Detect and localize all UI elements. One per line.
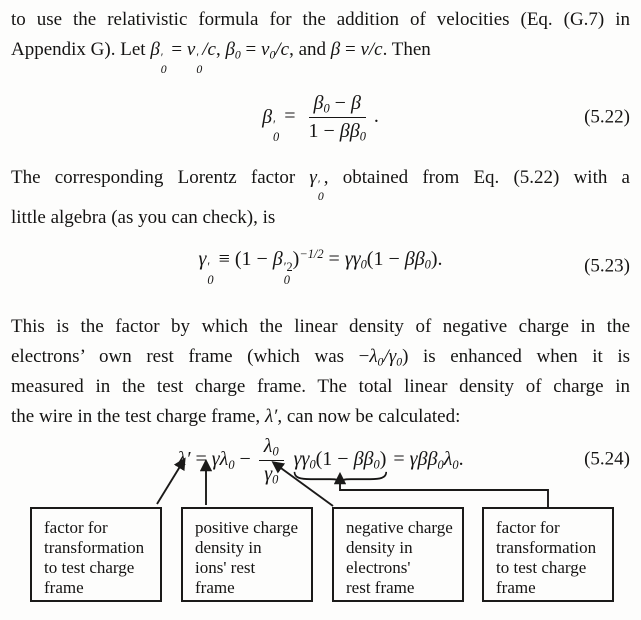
subscript: 0 (272, 444, 279, 459)
callout-line: negative charge (346, 518, 453, 537)
subscript: 0 (437, 457, 444, 472)
math-run: λ (369, 345, 378, 367)
math-run: /c (202, 39, 216, 60)
equation-5-24-body (177, 435, 463, 486)
callout-line: frame (496, 578, 536, 597)
callout-line: frame (44, 578, 84, 597)
math-run: γλ (211, 448, 229, 470)
subscript: 0 (359, 130, 366, 145)
equation-5-23 (11, 248, 630, 286)
callout-line: factor for (496, 518, 560, 537)
subscript: 0 (424, 257, 431, 272)
text-run: ) (292, 247, 300, 270)
text-run: − (329, 92, 351, 115)
equation-5-22-body (262, 92, 379, 143)
math-run: β (330, 39, 341, 60)
text-run: ≡ (1 − (213, 247, 273, 270)
text-run: , and (289, 39, 331, 60)
callout-line: transformation (496, 538, 597, 557)
text-run: ) is enhanced when it is (402, 345, 630, 367)
callout-line: density in (195, 538, 262, 557)
callout-line: frame (195, 578, 235, 597)
math-run: λ′ (264, 405, 278, 427)
subscript: 0 (272, 472, 279, 487)
underbraced-group (292, 448, 389, 471)
primed-subscripted-symbol: β ′ 0 (150, 39, 167, 76)
paragraph-velocity-addition (11, 5, 630, 75)
callout-line: electrons' (346, 558, 411, 577)
math-run: β (350, 92, 361, 115)
text-run: = (340, 39, 361, 60)
primed-subscripted-symbol: β ′ 0 (262, 105, 280, 145)
text-run: The corresponding Lorentz factor (11, 166, 310, 188)
fraction (259, 435, 284, 486)
math-run: /c (275, 39, 290, 60)
text-run: ). (430, 247, 443, 270)
subscript: 0 (269, 48, 276, 62)
subscript: 0 (377, 355, 384, 369)
callout-line: to test charge (44, 558, 135, 577)
math-run: β (313, 92, 324, 115)
text-run: − (234, 448, 256, 470)
callout-box-transformation-right (482, 507, 614, 602)
equation-5-22 (11, 92, 630, 143)
text-line (11, 163, 630, 203)
subscript: 0 (373, 457, 380, 472)
text-run: This is the factor by which the linear density of negative charge in the (11, 315, 630, 337)
fraction (304, 92, 371, 143)
text-run: , can now be calculated: (277, 405, 461, 427)
primed-subscripted-symbol: γ ′ 0 (309, 166, 324, 204)
callout-box-positive-charge (181, 507, 313, 602)
math-run: ββ (339, 120, 360, 143)
text-run: ) (379, 448, 387, 470)
text-run: , (215, 39, 226, 60)
superscript: −1/2 (299, 247, 324, 262)
paragraph-linear-density (11, 312, 630, 432)
callout-line: to test charge (496, 558, 587, 577)
text-line (11, 312, 630, 342)
callout-line: transformation (44, 538, 145, 557)
math-run: λ (443, 448, 453, 470)
text-run: . (373, 105, 379, 128)
subscript: 0 (452, 457, 459, 472)
text-run: Appendix G). Let (11, 39, 151, 60)
math-run: ββ (404, 247, 425, 270)
text-run: = (279, 105, 301, 128)
text-run: (1 − (315, 448, 354, 470)
text-line (11, 5, 630, 35)
callout-line: rest frame (346, 578, 415, 597)
math-run: λ′ (177, 448, 191, 470)
text-run: . Then (382, 39, 431, 60)
subscript: 0 (323, 102, 330, 117)
math-run: β (225, 39, 235, 60)
primed-subscripted-symbol: β ′2 0 (272, 247, 293, 287)
equation-number-5-22: (5.22) (584, 106, 630, 128)
text-run: (1 − (366, 247, 405, 270)
callout-box-transformation-left (30, 507, 162, 602)
callout-line: factor for (44, 518, 108, 537)
equation-5-24 (11, 435, 630, 486)
page-content (11, 5, 630, 486)
text-run: . (458, 448, 464, 470)
primed-subscripted-symbol: γ ′ 0 (198, 247, 214, 287)
callout-box-negative-charge (332, 507, 464, 602)
text-run: = (190, 448, 212, 470)
text-line (11, 372, 630, 402)
text-run: = (240, 39, 262, 60)
text-run: little algebra (as you can check), is (11, 206, 276, 228)
text-run: = (323, 247, 345, 270)
equation-number-5-23: (5.23) (584, 255, 630, 277)
subscript: 0 (228, 457, 235, 472)
math-run: ββ (353, 448, 374, 470)
equation-number-5-24: (5.24) (584, 449, 630, 471)
text-run: electrons’ own rest frame (which was − (11, 345, 370, 367)
text-run: the wire in the test charge frame, (11, 405, 265, 427)
equation-5-23-body (198, 248, 442, 286)
math-run: v/c (360, 39, 383, 60)
math-run: v (261, 39, 270, 60)
text-run: = (388, 448, 410, 470)
text-line (11, 35, 630, 75)
subscript: 0 (234, 48, 241, 62)
subscript: 0 (360, 257, 367, 272)
math-run: γ (264, 462, 273, 485)
math-run: γββ (409, 448, 438, 470)
text-line (11, 342, 630, 372)
callout-line: ions' rest (195, 558, 256, 577)
text-run: to use the relativistic formula for the addition of velocities (Eq. (G.7) in (11, 9, 630, 30)
math-run: γγ (293, 448, 310, 470)
primed-subscripted-symbol: v ′ 0 (186, 39, 203, 76)
text-line (11, 402, 630, 432)
subscript: 0 (396, 355, 403, 369)
math-run: λ (263, 434, 273, 457)
paragraph-lorentz-factor (11, 163, 630, 233)
callout-line: positive charge (195, 518, 299, 537)
math-run: γγ (344, 247, 361, 270)
text-line (11, 203, 630, 233)
subscript: 0 (309, 457, 316, 472)
underbrace (293, 471, 388, 483)
text-run: 1 − (308, 120, 340, 143)
math-run: /γ (383, 345, 397, 367)
text-run: measured in the test charge frame. The total linear density of charge in (11, 375, 630, 397)
text-run: , obtained from Eq. (5.22) with a (323, 166, 630, 188)
text-run: = (166, 39, 187, 60)
callout-line: density in (346, 538, 413, 557)
